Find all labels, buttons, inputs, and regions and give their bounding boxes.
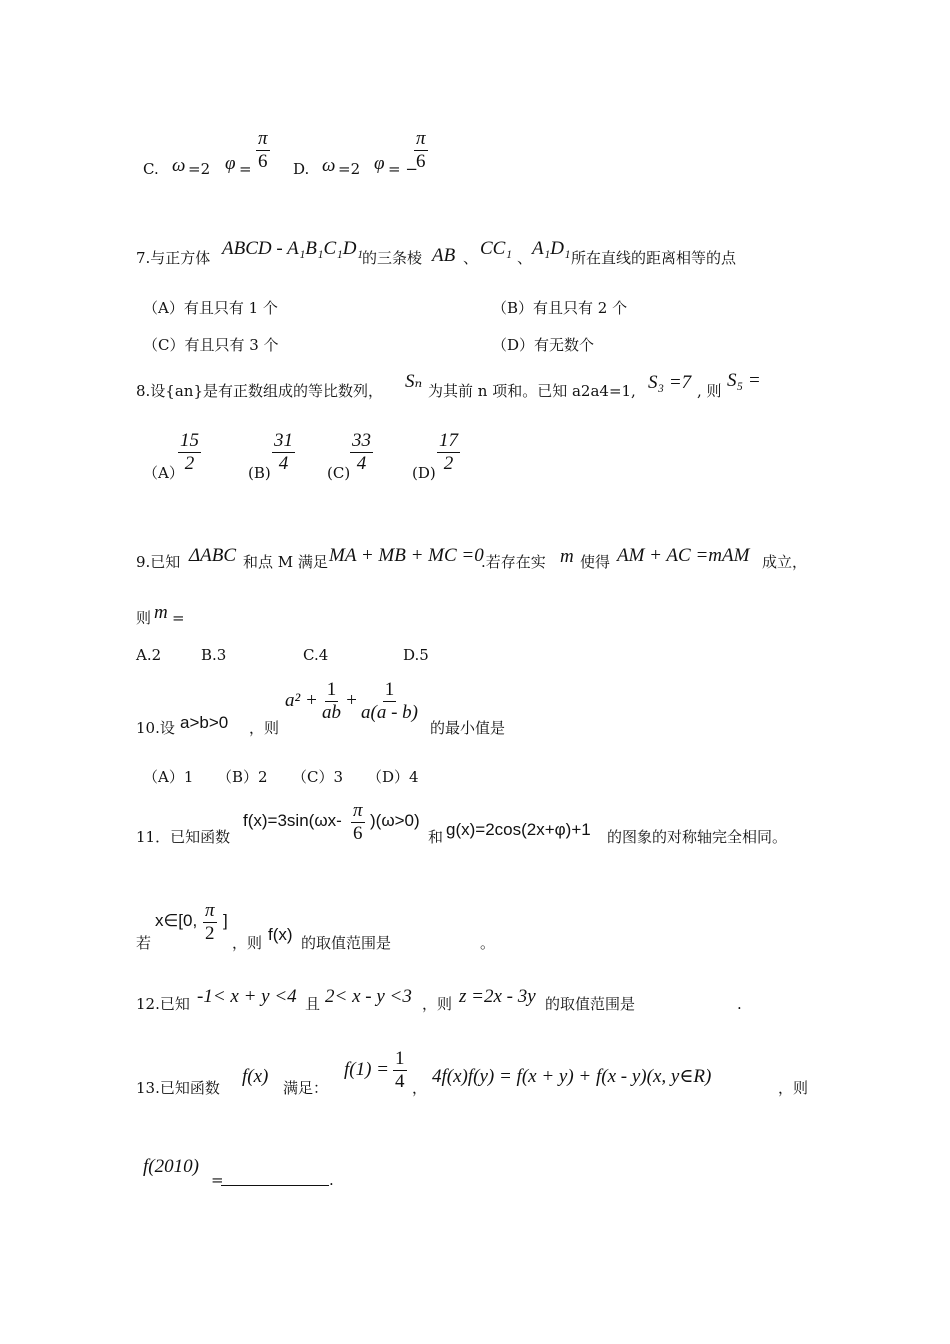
q6-d-frac-num: π: [416, 128, 426, 149]
q8-s3: S₃ =7: [648, 372, 692, 393]
q7-option-c: （C）有且只有 3 个: [143, 336, 279, 354]
q8-b-num: 31: [274, 430, 293, 451]
q9-line2-prefix: 则: [136, 609, 152, 627]
q6-c-eq2: =: [239, 160, 252, 178]
q6-option-c-label: C.: [143, 160, 159, 178]
q6-c-fraction: [256, 128, 270, 173]
q6-c-omega: ω: [172, 155, 186, 176]
q6-d-phi: φ: [374, 153, 385, 174]
q8-option-b-label: (B): [248, 464, 271, 482]
q10-frac2-den: a(a - b): [361, 702, 418, 723]
q13-functional-eq: 4f(x)f(y) = f(x + y) + f(x - y)(x, y∈R): [432, 1066, 712, 1087]
q6-c-eq1: =2: [188, 160, 211, 178]
q9-m: m: [560, 546, 574, 567]
q7-prefix: 7.与正方体: [136, 249, 211, 267]
q7-cube: ABCD - A₁B₁C₁D₁: [222, 238, 364, 259]
q13-line2-end: .: [329, 1171, 334, 1189]
q8-prefix: 8.设{an}是有正数组成的等比数列，: [136, 382, 384, 400]
q13-f2010: f(2010): [143, 1156, 199, 1177]
q11-f-fraction: [351, 800, 365, 845]
q9-mid2: .若存在实: [481, 553, 546, 571]
q8-b-den: 4: [278, 453, 289, 474]
q8-mid2: , 则: [697, 382, 722, 400]
q6-c-phi: φ: [225, 153, 236, 174]
q9-line2-m: m: [154, 602, 168, 623]
q9-option-a: A.2: [136, 646, 162, 664]
q13-f1-num: 1: [395, 1048, 405, 1069]
q12-end: .: [737, 995, 742, 1013]
q8-option-d-label: (D): [412, 464, 436, 482]
q11-f-frac-den: 6: [353, 823, 363, 844]
q13-line2-eq: =: [211, 1171, 224, 1189]
q9-option-c: C.4: [303, 646, 329, 664]
q10-option-d: （D）4: [367, 768, 419, 786]
q7-edge-cc1: CC₁: [480, 238, 512, 259]
q6-c-frac-num: π: [258, 128, 268, 149]
q11-end: 。: [480, 934, 496, 952]
q9-suffix: 成立，: [762, 553, 808, 571]
q10-a-squared: a² +: [285, 690, 318, 711]
q8-option-b-fraction: [272, 430, 295, 475]
q12-ineq2: 2< x - y <3: [325, 986, 412, 1007]
q13-suffix: ，则: [778, 1079, 809, 1097]
q10-option-a: （A）1: [143, 768, 194, 786]
q12-suffix: 的取值范围是: [545, 995, 636, 1013]
q13-sep: ，: [412, 1079, 428, 1097]
q11-x-right: ]: [223, 911, 228, 930]
q7-option-b: （B）有且只有 2 个: [492, 299, 628, 317]
q10-option-c: （C）3: [292, 768, 344, 786]
q11-g: g(x)=2cos(2x+φ)+1: [446, 820, 591, 839]
q8-option-c-label: (C): [327, 464, 351, 482]
q13-f1-fraction: [393, 1048, 407, 1093]
q9-option-d: D.5: [403, 646, 429, 664]
q9-option-b: B.3: [201, 646, 227, 664]
q12-z: z =2x - 3y: [459, 986, 536, 1007]
q11-x-fraction: [203, 900, 217, 945]
q7-mid: 的三条棱: [362, 249, 423, 267]
q10-fraction-2: [359, 679, 420, 724]
q10-prefix: 10.设: [136, 719, 175, 737]
q8-a-den: 2: [184, 453, 195, 474]
q8-d-den: 2: [443, 453, 454, 474]
q9-prefix: 9.已知: [136, 553, 181, 571]
q9-vector-eq1: MA + MB + MC =0: [329, 545, 484, 566]
q6-d-eq2: = −: [388, 160, 418, 178]
q10-condition: a>b>0: [180, 713, 229, 732]
q6-c-frac-den: 6: [258, 151, 268, 172]
q7-edge-a1d1: A₁D₁: [532, 238, 571, 259]
q10-mid: ，则: [249, 719, 280, 737]
q6-option-d-label: D.: [293, 160, 310, 178]
q7-suffix: 所在直线的距离相等的点: [571, 249, 737, 267]
q7-sep2: 、: [517, 249, 533, 267]
q11-f-frac-num: π: [353, 800, 363, 821]
q12-prefix: 12.已知: [136, 995, 190, 1013]
q11-x-frac-num: π: [205, 900, 215, 921]
q13-answer-blank: [221, 1185, 329, 1186]
q11-x-left: x∈[0,: [155, 911, 198, 930]
q8-c-den: 4: [356, 453, 367, 474]
q7-edge-ab: AB: [432, 245, 456, 266]
q10-option-b: （B）2: [217, 768, 268, 786]
q9-mid: 和点 M 满足: [243, 553, 328, 571]
q11-fx: f(x): [268, 925, 293, 944]
q8-option-d-fraction: [437, 430, 460, 475]
q13-f1-den: 4: [395, 1071, 405, 1092]
q7-option-a: （A）有且只有 1 个: [143, 299, 278, 317]
q8-option-a-fraction: [178, 430, 201, 475]
q6-d-eq1: =2: [338, 160, 361, 178]
q11-and: 和: [428, 828, 444, 846]
q12-mid: ，则: [422, 995, 453, 1013]
q9-triangle: ΔABC: [189, 545, 237, 566]
q10-frac1-den: ab: [322, 702, 341, 723]
q6-d-frac-den: 6: [416, 151, 426, 172]
q8-d-num: 17: [439, 430, 458, 451]
q8-option-c-fraction: [350, 430, 373, 475]
q13-mid: 满足：: [283, 1079, 329, 1097]
q6-d-fraction: [414, 128, 428, 173]
q11-f-left: f(x)=3sin(ωx-: [243, 811, 342, 830]
q13-prefix: 13.已知函数: [136, 1079, 220, 1097]
q10-frac1-num: 1: [326, 679, 337, 700]
q11-suffix: 的图象的对称轴完全相同。: [607, 828, 788, 846]
q7-sep1: 、: [463, 249, 479, 267]
q10-suffix: 的最小值是: [430, 719, 506, 737]
q11-line2-mid: ，则: [232, 934, 263, 952]
q8-a-num: 15: [180, 430, 199, 451]
q10-plus: +: [345, 690, 358, 711]
q11-prefix: 11．已知函数: [136, 828, 231, 846]
q12-ineq1: -1< x + y <4: [197, 986, 297, 1007]
q11-line2-suffix: 的取值范围是: [301, 934, 392, 952]
q8-s5: S₅ =: [727, 370, 761, 391]
q10-fraction-1: [320, 679, 343, 724]
q13-f: f(x): [242, 1066, 269, 1087]
q9-mid3: 使得: [580, 553, 611, 571]
q8-mid: 为其前 n 项和。已知 a2a4=1,: [428, 382, 636, 400]
q12-and: 且: [305, 995, 321, 1013]
q11-f-right: )(ω>0): [370, 811, 420, 830]
q11-line2-prefix: 若: [136, 934, 152, 952]
q7-option-d: （D）有无数个: [492, 336, 595, 354]
q10-frac2-num: 1: [384, 679, 395, 700]
q9-line2-eq: =: [172, 609, 185, 627]
q8-sn: Sₙ: [405, 371, 423, 392]
q8-option-a-label: （A）: [143, 464, 184, 482]
q8-c-num: 33: [352, 430, 371, 451]
q11-x-frac-den: 2: [205, 923, 215, 944]
q13-f1-left: f(1) =: [344, 1059, 390, 1080]
q6-d-omega: ω: [322, 155, 336, 176]
q9-vector-eq2: AM + AC =mAM: [617, 545, 750, 566]
